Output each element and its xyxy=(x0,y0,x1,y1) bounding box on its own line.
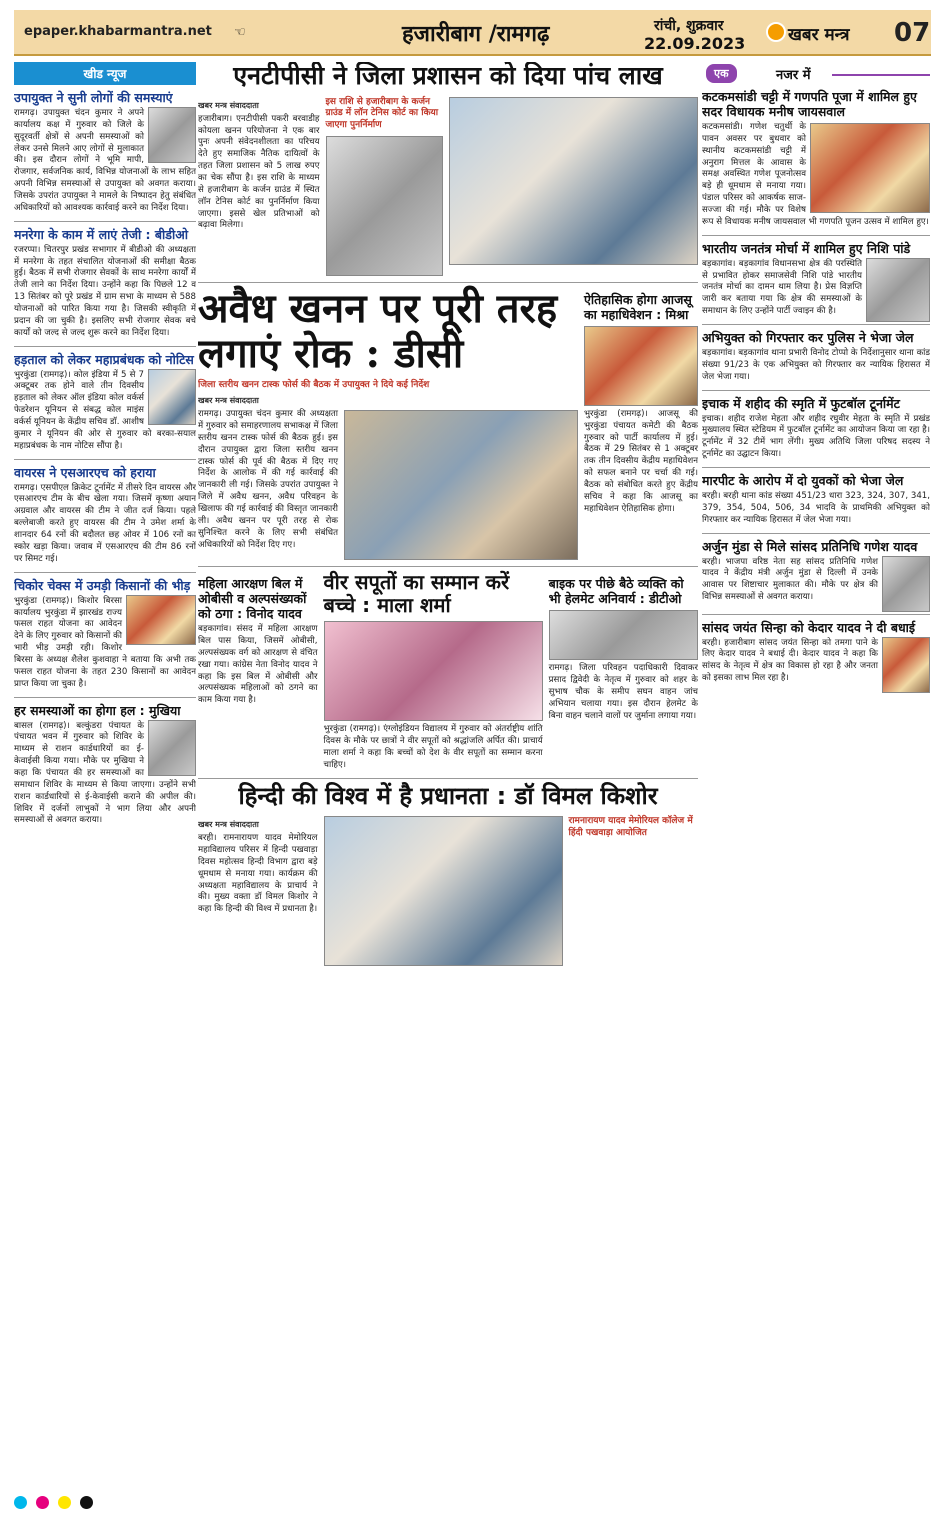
article-body: इचाक। शहीद राजेश मेहता और शहीद रघुवीर मेहता के स्मृति में प्रखंड मुख्यालय स्थित स्टेडियम में फुटबॉल टूर्नामेंट का आयोजन किया जा रहा है। टूर्नामेंट में 32 टीमें भाग लेंगी। मुख्य अतिथि जिला परिषद सदस्य ने टूर्नामेंट का उद्घाटन किया। xyxy=(702,413,930,460)
article-body: बड़कागांव। बड़कागांव थाना प्रभारी विनोद टोप्पो के निर्देशानुसार थाना कांड संख्या 91/23 के एक अभियुक्त को गिरफ्तार कर न्यायिक हिरासत में जेल भेजा गया। xyxy=(702,348,930,382)
article-body: बरही। बरही थाना कांड संख्या 451/23 धारा 323, 324, 307, 341, 379, 354, 504, 506, 34 भादवि के प्राथमिकी अभियुक्त को गिरफ्तार कर न्यायिक हिरासत में जेल भेजा गया। xyxy=(702,491,930,525)
article-photo xyxy=(324,621,543,721)
black-dot xyxy=(80,1496,93,1509)
divider xyxy=(198,566,698,567)
section-tag: एक xyxy=(706,64,737,83)
article-headline[interactable]: बाइक पर पीछे बैठे व्यक्ति को भी हेलमेट अनिवार्य : डीटीओ xyxy=(548,576,684,607)
right-column xyxy=(702,62,930,1472)
photo-caption: रामनारायण यादव मेमोरियल कॉलेज में हिंदी पखवाड़ा आयोजित xyxy=(568,816,693,838)
byline: खबर मन्त्र संवाददाता xyxy=(198,100,259,110)
article-body: कटकमसांडी। गणेश चतुर्थी के पावन अवसर पर बुधवार को स्थानीय कटकमसांडी चट्टी में अनुराग मित्तल के आवास के समक्ष अवस्थित गणेश पूजनोत्सव बड़े ही धूमधाम से मनाया गया। पंडाल परिसर को आकर्षक साज-सज्जा की गई। मौके पर विशेष रूप से विधायक मनीष जायसवाल भी गणपति पूजन उत्सव में शामिल हुए। xyxy=(702,122,929,227)
divider xyxy=(702,235,930,236)
article-photo xyxy=(549,610,698,660)
divider xyxy=(14,459,196,460)
article-headline[interactable]: महिला आरक्षण बिल में ओबीसी व अल्पसंख्यकों को ठगा : विनोद यादव xyxy=(198,576,307,622)
article-body: रजरप्पा। चितरपुर प्रखंड सभागार में बीडीओ की अध्यक्षता में मनरेगा के तहत संचालित योजनाओं की समीक्षा बैठक हुई। बैठक में सभी रोजगार सेवकों के साथ मनरेगा कार्यों में तेजी लाने का निर्देश दिया। उन्होंने कहा कि पिछले 12 व 13 सितंबर को पूरे प्रखंड में ग्राम सभा के माध्यम से 588 योजनाओं को पारित किया गया है। जिसकी स्वीकृति में प्रदान की जा चुकी है। इसलिए सभी रोजगार सेवक बचे कार्यों को जल्द से जल्द शुरू करने का निर्देश दिया। xyxy=(14,244,196,338)
article-headline[interactable]: हिन्दी की विश्व में है प्रधानता : डॉ विमल किशोर xyxy=(238,781,658,810)
article-headline[interactable]: कटकमसांडी चट्टी में गणपति पूजा में शामिल हुए सदर विधायक मनीष जायसवाल xyxy=(702,89,917,119)
article-body: भुरकुंडा (रामगढ़)। एंग्लोइंडियन विद्यालय में गुरुवार को अंतर्राष्ट्रीय शांति दिवस के मौके पर छात्रों ने वीर सपूतों को श्रद्धांजलि अर्पित की। प्राचार्य माला शर्मा ने कहा कि बच्चों को देश के वीर सपूतों का सम्मान करना चाहिए। xyxy=(323,724,543,770)
masthead xyxy=(14,10,931,56)
divider xyxy=(702,614,930,615)
article-photo xyxy=(148,107,196,163)
divider xyxy=(702,390,930,391)
article-deck: जिला स्तरीय खनन टास्क फोर्स की बैठक में उपायुक्त ने दिये कई निर्देश xyxy=(198,380,430,391)
article-photo xyxy=(148,720,196,776)
article-photo xyxy=(584,326,698,406)
article-body: बरही। रामनारायण यादव मेमोरियल महाविद्यालय परिसर में हिन्दी पखवाड़ा दिवस महोत्सव हिन्दी विभाग द्वारा बड़े धूमधाम से मनाया गया। कार्यक्रम की अध्यक्षता महाविद्यालय के प्राचार्य ने की। मुख्य वक्ता डॉ विमल किशोर ने कहा कि हिन्दी की विश्व में प्रधानता है। xyxy=(198,833,318,915)
article-photo xyxy=(324,816,563,966)
article-photo xyxy=(148,369,196,425)
divider xyxy=(14,572,196,573)
article-body: भुरकुंडा (रामगढ़)। किशोर बिरसा कार्यालय भुरकुंडा में झारखंड राज्य फसल राहत योजना का आवेदन देने के लिए गुरुवार को किसानों की भारी भीड़ उमड़ी रही। किशोर बिरसा के अध्यक्ष शैलेश कुशवाहा ने बताया कि अभी तक फसल राहत योजना के तहत 230 किसानों का आवेदन प्राप्त किया जा चुका है। xyxy=(14,595,196,689)
divider xyxy=(832,74,930,76)
divider xyxy=(702,467,930,468)
article-headline[interactable]: हर समस्याओं का होगा हल : मुखिया xyxy=(14,702,181,718)
article-headline[interactable]: वायरस ने एसआरएच को हराया xyxy=(14,464,156,480)
section-banner xyxy=(702,62,930,84)
article-body: भुरकुंडा (रामगढ़)। कोल इंडिया में 5 से 7 अक्टूबर तक होने वाले तीन दिवसीय हड़ताल को लेकर ऑल इंडिया कोल वर्कर्स फेडरेशन यूनियन से संबद्ध कोल माइंस वर्कर्स यूनियन के केंद्रीय सचिव डॉ. आशीष कुमार ने यूनियन की ओर से गुरुवार को बरका-सयाल महाप्रबंधक के नाम नोटिस सौंपा है। xyxy=(14,369,196,451)
article-headline[interactable]: सांसद जयंत सिन्हा को केदार यादव ने दी बधाई xyxy=(702,619,916,635)
magenta-dot xyxy=(36,1496,49,1509)
byline: खबर मन्त्र संवाददाता xyxy=(198,820,259,830)
article-photo xyxy=(882,637,930,693)
column-kicker: खीड न्यूज xyxy=(14,62,196,85)
cursor-icon: ☜ xyxy=(234,25,246,40)
article-headline[interactable]: अभियुक्त को गिरफ्तार कर पुलिस ने भेजा जेल xyxy=(702,330,914,346)
article-headline[interactable]: इचाक में शहीद की स्मृति में फुटबॉल टूर्नामेंट xyxy=(702,395,900,411)
article-body: रामगढ़। एसपीएल क्रिकेट टूर्नामेंट में तीसरे दिन वायरस और एसआरएच टीम के बीच खेला गया। जिसमें कृष्णा अयान अग्रवाल और वायरस की टीम ने जीत दर्ज किया। पहले बल्लेबाजी करते हुए वायरस की टीम ने उमेश शर्मा के शानदार 64 रनों की बदौलत छह ओवर में 106 रनों का स्कोर खड़ा किया। जवाब में एसआरएच की टीम 86 रनों पर सिमट गई। xyxy=(14,482,196,564)
divider xyxy=(198,282,698,283)
article-headline[interactable]: ऐतिहासिक होगा आजसू का महाधिवेशन : मिश्रा xyxy=(584,291,692,322)
article-deck: इस राशि से हजारीबाग के कर्जन ग्राउंड में लॉन टेनिस कोर्ट का किया जाएगा पुनर्निर्माण xyxy=(325,96,439,131)
article-body: हजारीबाग। एनटीपीसी पकरी बरवाडीह कोयला खनन परियोजना ने एक बार पुनः अपनी संवेदनशीलता का परिचय देते हुए समाजिक नैतिक दायित्वों के तहत जिला प्रशासन को 5 लाख रुपए का चेक सौंपा है। इस राशि के माध्यम से हजारीबाग के कर्जन ग्राउंड में स्थित लॉन टेनिस कोर्ट का पुनर्निर्माण किया जाएगा। इससे खेल प्रतिभाओं को बढ़ावा मिलेगा। xyxy=(198,113,320,231)
article-headline[interactable]: चिकोर चेक्स में उमड़ी किसानों की भीड़ xyxy=(14,577,191,593)
edition-date: 22.09.2023 xyxy=(644,34,746,53)
article-body: बड़कागांव। बड़कागांव विधानसभा क्षेत्र की परस्थिति से प्रभावित होकर समाजसेवी निशि पांडे भारतीय जनतंत्र मोर्चा का दामन थाम लिया है। प्रेस विज्ञप्ति जारी कर बताया गया कि क्षेत्र की समस्याओं के समाधान के लिए उन्होंने पार्टी ज्वाइन की है। xyxy=(702,258,862,317)
yellow-dot xyxy=(58,1496,71,1509)
site-url[interactable]: epaper.khabarmantra.net xyxy=(24,24,212,39)
section-title: हजारीबाग /रामगढ़ xyxy=(402,22,550,47)
article-photo xyxy=(126,595,196,645)
divider xyxy=(198,778,698,779)
lead-headline-mining[interactable]: अवैध खनन पर पूरी तरह लगाएं रोक : डीसी xyxy=(198,284,558,377)
article-headline[interactable]: वीर सपूतों का सम्मान करें बच्चे : माला शर्मा xyxy=(323,570,510,618)
article-body: रामगढ़। उपायुक्त चंदन कुमार ने अपने कार्यालय कक्ष में गुरुवार को जिले के सुदूरवर्ती क्षेत्रों से अपनी समस्याओं को लेकर उनसे मिलने आए लोगों से मुलाकात की। इस दौरान लोगों ने भूमि मापी, रोजगार, सर्वजनिक कार्य, विभिन्न योजनाओं के लाभ सहित अपनी विभिन्न समस्याओं से उपायुक्त को अवगत कराया। जिसके उपरांत उपायुक्त ने मामले के निष्पादन हेतु संबंधित अधिकारियों को आवश्यक कार्रवाई करने का निर्देश दिया। xyxy=(14,108,196,213)
divider xyxy=(14,697,196,698)
article-body: बड़कागांव। संसद में महिला आरक्षण बिल पास किया, जिसमें ओबीसी, अल्पसंख्यक वर्ग को आरक्षण से वंचित रखा गया। कांग्रेस नेता विनोद यादव ने कहा कि इस बिल में ओबीसी और अल्पसंख्यक महिलाओं को ठगने का काम किया गया है। xyxy=(198,624,318,706)
brand-logo-icon xyxy=(766,22,786,42)
article-photo xyxy=(810,123,930,213)
divider xyxy=(14,221,196,222)
page-number: 07 xyxy=(894,18,931,48)
divider xyxy=(702,324,930,325)
article-headline[interactable]: हड़ताल को लेकर महाप्रबंधक को नोटिस xyxy=(14,351,194,367)
article-body: रामगढ़। जिला परिवहन पदाधिकारी दिवाकर प्रसाद द्विवेदी के नेतृत्व में गुरुवार को शहर के सुभाष चौक के समीप सघन वाहन जांच अभियान चलाया गया। इस दौरान हेलमेट के बिना वाहन चलाने वालों पर जुर्माना लगाया गया। xyxy=(548,663,698,721)
article-headline[interactable]: उपायुक्त ने सुनी लोगों की समस्याएं xyxy=(14,90,173,105)
edition-city-day: रांची, शुक्रवार xyxy=(654,18,724,34)
section-tag-text: नजर में xyxy=(776,68,811,83)
article-body: भुरकुंडा (रामगढ़)। आजसू की भुरकुंडा पंचायत कमेटी की बैठक गुरुवार को पार्टी कार्यालय में हुई। बैठक में 29 सितंबर से 1 अक्टूबर तक तीन दिवसीय केंद्रीय महाधिवेशन को सफल बनाने पर चर्चा की गई। बैठक को संबोधित करते हुए केंद्रीय सचिव ने कहा कि आजसू का महाधिवेशन ऐतिहासिक होगा। xyxy=(584,408,698,514)
brand-name: खबर मन्त्र xyxy=(788,25,850,45)
meeting-photo xyxy=(344,410,578,560)
lead-headline-ntpc[interactable]: एनटीपीसी ने जिला प्रशासन को दिया पांच लाख xyxy=(233,62,663,90)
left-column xyxy=(14,62,196,1472)
article-body: बरही। हजारीबाग सांसद जयंत सिन्हा को तमगा पाने के लिए केदार यादव ने बधाई दी। केदार यादव ने कहा कि सांसद के नेतृत्व में क्षेत्र का विकास हो रहा है और जनता को इसका लाभ मिल रहा है। xyxy=(702,637,878,684)
divider xyxy=(14,346,196,347)
article-headline[interactable]: मारपीट के आरोप में दो युवकों को भेजा जेल xyxy=(702,473,904,489)
article-headline[interactable]: अर्जुन मुंडा से मिले सांसद प्रतिनिधि गणेश यादव xyxy=(702,538,918,554)
article-body: बासल (रामगढ़)। बल्कुंडरा पंचायत के पंचायत भवन में गुरुवार को शिविर के माध्यम से राशन कार्डधारियों का ई-केवाईसी किया गया। मौके पर मुखिया ने कहा कि पंचायत की हर समस्याओं का समाधान शिविर के माध्यम से किया जाएगा। उन्होंने सभी राशन कार्डधारियों से ई-केवाईसी कराने की अपील की। शिविर में दर्जनों लाभुकों ने भाग लिया और अपनी समस्याओं से अवगत कराया। xyxy=(14,720,196,826)
article-headline[interactable]: मनरेगा के काम में लाएं तेजी : बीडीओ xyxy=(14,226,188,242)
cheque-photo xyxy=(449,97,698,265)
article-body: रामगढ़। उपायुक्त चंदन कुमार की अध्यक्षता में गुरुवार को समाहरणालय सभाकक्ष में जिला स्तरीय खनन टास्क फोर्स की बैठक हुई। इस दौरान उपायुक्त द्वारा जिला स्तरीय खनन टास्क फोर्स की पूर्व की बैठक में दिए गए निर्देश के आलोक में की गई कार्रवाई की जानकारी ली गई। जिसके उपरांत उपायुक्त ने जिले में अवैध खनन, अवैध परिवहन के खिलाफ की गई कार्रवाई की विस्तृत जानकारी ली। अवैध खनन पर पूरी तरह से रोक सुनिश्चित करने के लिए सभी संबंधित अधिकारियों को निर्देश दिए गए। xyxy=(198,409,338,550)
cyan-dot xyxy=(14,1496,27,1509)
middle-column xyxy=(198,62,698,1472)
article-photo xyxy=(882,556,930,612)
article-headline[interactable]: भारतीय जनतंत्र मोर्चा में शामिल हुए निशि पांडे xyxy=(702,240,911,256)
article-body: बरही। भाजपा वरिष्ठ नेता सह सांसद प्रतिनिधि गणेश यादव ने केंद्रीय मंत्री अर्जुन मुंडा से दिल्ली में उनके आवास पर शिष्टाचार मुलाकात की। मौके पर क्षेत्र की विभिन्न समस्याओं से अवगत कराया। xyxy=(702,556,878,603)
registration-dots xyxy=(14,1494,931,1508)
divider xyxy=(702,533,930,534)
article-photo xyxy=(866,258,930,322)
article-photo xyxy=(326,136,444,276)
byline: खबर मन्त्र संवाददाता xyxy=(198,396,259,406)
